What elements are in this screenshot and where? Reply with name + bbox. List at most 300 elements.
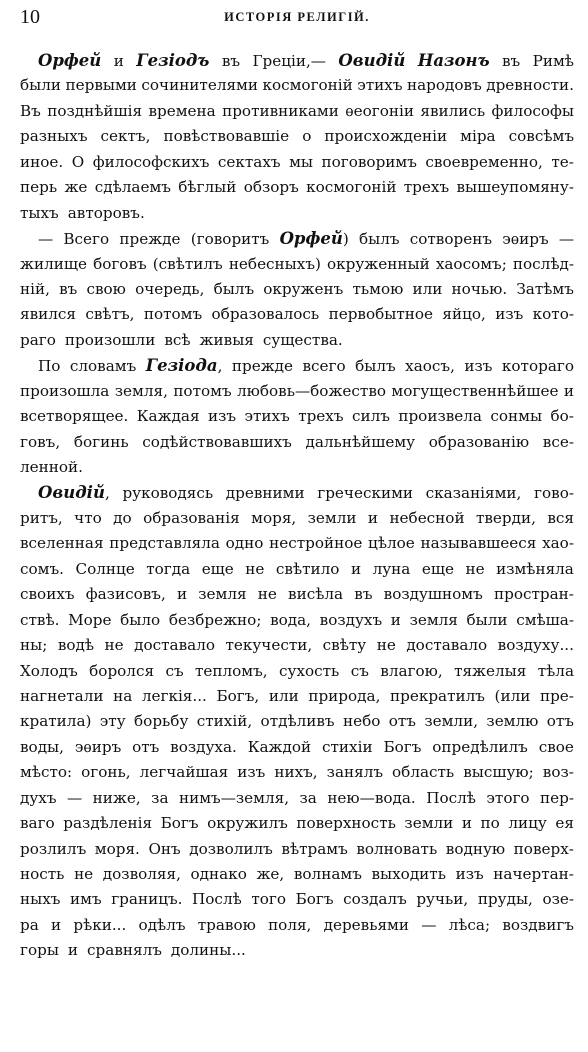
word: окруженъ xyxy=(263,279,344,298)
word: волнамъ xyxy=(293,865,362,883)
word: воздуху... xyxy=(497,636,574,655)
word: первобытное xyxy=(328,305,433,324)
word: землю xyxy=(486,712,539,731)
word: потомъ xyxy=(143,305,203,324)
word: земли xyxy=(404,814,454,833)
page-header xyxy=(20,4,574,36)
word: бѣглый xyxy=(178,178,237,197)
word: Послѣ xyxy=(426,788,476,807)
word: (говоритъ xyxy=(190,230,270,249)
word: цѣлое xyxy=(368,534,415,553)
word: существа. xyxy=(262,330,343,349)
word: свѣтило xyxy=(275,559,340,578)
text-line xyxy=(20,735,574,760)
text-line xyxy=(20,938,574,963)
word: были xyxy=(466,610,508,629)
word: вода, xyxy=(270,610,312,629)
word: Богъ xyxy=(160,814,199,833)
word: фазисовъ, xyxy=(85,585,166,604)
word: сектахъ xyxy=(217,152,281,171)
word: ритъ, xyxy=(20,508,63,527)
word: послѣд- xyxy=(512,254,574,273)
word: Богъ, xyxy=(216,686,260,705)
word: окруженный xyxy=(327,254,430,273)
word: не xyxy=(376,636,396,655)
word: сотворенъ xyxy=(409,230,492,249)
word: въ xyxy=(221,52,241,70)
word: дальнѣйшему xyxy=(305,432,416,451)
text-line xyxy=(20,175,574,200)
word: первыми xyxy=(65,76,137,95)
word: въ xyxy=(354,585,373,604)
word: потомъ xyxy=(173,381,232,400)
word: противниками xyxy=(222,101,339,120)
word: Овидій, xyxy=(38,483,110,503)
word: называвшееся xyxy=(420,534,537,553)
word: нестройное xyxy=(269,534,363,553)
word: область xyxy=(392,763,455,782)
word: не xyxy=(257,585,277,604)
word: свою xyxy=(86,279,126,298)
word: сомъ. xyxy=(20,559,64,578)
text-line xyxy=(20,48,574,73)
word: раго xyxy=(20,330,56,349)
word: любовь—божество xyxy=(237,381,387,400)
word: ленной. xyxy=(20,458,83,476)
word: доставало xyxy=(134,636,215,655)
word: Гезіода, xyxy=(145,356,223,376)
word: тяжелыя xyxy=(454,661,527,680)
word: былъ xyxy=(355,357,396,376)
word: боговъ xyxy=(93,254,147,273)
word: изъ xyxy=(237,763,266,782)
word: свое xyxy=(538,737,574,756)
paragraph xyxy=(20,226,574,353)
word: сонмы xyxy=(490,407,543,426)
word: древности. xyxy=(486,76,574,95)
word: въ xyxy=(501,52,521,70)
word: явился xyxy=(20,305,76,324)
word: Онъ xyxy=(148,839,181,858)
text-line xyxy=(20,353,574,378)
paragraph xyxy=(20,48,574,226)
word: мѣсто: xyxy=(20,763,73,782)
word: же xyxy=(64,178,88,197)
word: ваго xyxy=(20,814,55,833)
running-title: ИСТОРІЯ РЕЛИГІЙ. xyxy=(224,10,370,24)
word: все- xyxy=(542,432,574,451)
word: рѣки... xyxy=(73,915,127,934)
word: изъ xyxy=(455,865,484,883)
word: ній, xyxy=(20,279,50,298)
text-line xyxy=(20,887,574,912)
word: начертан- xyxy=(493,865,574,883)
word: легкія... xyxy=(141,686,207,705)
word: водѣ xyxy=(57,636,95,655)
word: озе- xyxy=(542,890,574,909)
word: — xyxy=(38,230,54,249)
word: и xyxy=(176,585,188,604)
word: вся xyxy=(547,508,574,527)
word: нагнетали xyxy=(20,686,104,705)
word: этихъ xyxy=(357,76,403,95)
word: дозволилъ xyxy=(189,839,273,858)
word: вселенная xyxy=(20,534,104,553)
word: нихъ, xyxy=(274,763,318,782)
word: за xyxy=(299,788,317,807)
word: Всего xyxy=(63,230,110,249)
word: тыхъ xyxy=(20,203,59,222)
word: и xyxy=(67,941,79,960)
word: земли, xyxy=(424,712,479,731)
word: эту xyxy=(99,712,126,731)
word: прекратилъ xyxy=(390,686,485,705)
text-line xyxy=(20,633,574,658)
word: представляла xyxy=(109,534,220,553)
word: розлилъ xyxy=(20,839,87,858)
word: всетворящее. xyxy=(20,407,129,426)
word: отъ xyxy=(132,737,160,756)
word: воз- xyxy=(542,763,574,782)
text-line xyxy=(20,786,574,811)
word: простран- xyxy=(493,585,574,604)
text-line xyxy=(20,582,574,607)
word: легчайшая xyxy=(139,763,229,782)
word: воздухъ xyxy=(319,610,383,629)
word: греческими xyxy=(317,484,414,503)
text-line xyxy=(20,480,574,505)
word: того xyxy=(251,890,286,909)
word: своевременно, xyxy=(425,152,543,171)
text-line xyxy=(20,455,574,480)
word: же, xyxy=(256,865,285,883)
text-line xyxy=(20,73,574,98)
word: раздѣленія xyxy=(63,814,153,833)
word: произошли xyxy=(64,330,156,349)
word: сравнялъ xyxy=(87,941,162,960)
text-line xyxy=(20,531,574,556)
text-line xyxy=(20,811,574,836)
word: вышеупомяну- xyxy=(456,178,574,197)
word: былъ xyxy=(359,230,400,249)
word: позднѣйшія xyxy=(47,101,143,120)
word: поговоримъ xyxy=(321,152,417,171)
word: лицу xyxy=(508,814,547,833)
word: словамъ xyxy=(69,357,137,376)
text-line xyxy=(20,379,574,404)
word: гово- xyxy=(534,484,574,503)
word: прежде xyxy=(231,357,294,376)
text-line xyxy=(20,252,574,277)
text-line xyxy=(20,506,574,531)
word: земля xyxy=(409,610,458,629)
word: ра xyxy=(20,915,39,934)
word: отъ xyxy=(546,712,574,731)
word: и xyxy=(350,559,362,578)
word: бо- xyxy=(550,407,574,426)
word: Орфей) xyxy=(279,229,349,249)
word: хаосъ, xyxy=(405,357,455,376)
text-line xyxy=(20,99,574,124)
text-line xyxy=(20,709,574,734)
word: ны; xyxy=(20,636,48,655)
word: одно xyxy=(225,534,264,553)
word: дозволяя, xyxy=(102,865,181,883)
word: — xyxy=(421,915,437,934)
word: волновать xyxy=(356,839,438,858)
word: ночью. xyxy=(451,279,508,298)
paragraph xyxy=(20,353,574,480)
word: или xyxy=(412,279,443,298)
word: повѣствовавшіе xyxy=(163,127,290,146)
word: и xyxy=(461,814,472,833)
word: ность xyxy=(20,865,65,883)
word: ныхъ xyxy=(20,890,61,909)
word: отдѣливъ xyxy=(260,712,335,731)
word: борьбу xyxy=(134,712,189,731)
paragraph xyxy=(20,480,574,963)
word: окружилъ xyxy=(207,814,288,833)
word: занялъ xyxy=(326,763,384,782)
word: Богъ xyxy=(383,737,422,756)
word: небесныхъ) xyxy=(228,254,321,273)
word: разныхъ xyxy=(20,127,88,146)
word: травою xyxy=(197,915,256,934)
word: тьмою xyxy=(352,279,404,298)
word: о xyxy=(302,127,312,146)
word: боролся xyxy=(89,661,155,680)
word: очередь, xyxy=(135,279,205,298)
word: былъ xyxy=(213,279,255,298)
word: эѳиръ xyxy=(502,230,549,249)
word: ниже, xyxy=(92,788,141,807)
word: моря, xyxy=(251,508,297,527)
word: земля xyxy=(198,585,247,604)
word: висѣла xyxy=(288,585,344,604)
word: По xyxy=(38,357,61,376)
text-line xyxy=(20,608,574,633)
word: обзоръ xyxy=(243,178,299,197)
word: перь xyxy=(20,178,58,197)
word: за xyxy=(151,788,169,807)
word: и xyxy=(390,610,401,629)
text-line xyxy=(20,150,574,175)
word: лѣса; xyxy=(448,915,491,934)
word: на xyxy=(113,686,133,705)
word: прежде xyxy=(119,230,181,249)
word: этого xyxy=(486,788,530,807)
word: воздушномъ xyxy=(383,585,483,604)
word: изъ xyxy=(208,407,237,426)
word: космогоній xyxy=(262,76,353,95)
word: ствѣ. xyxy=(20,610,60,629)
word: создалъ xyxy=(343,890,407,909)
word: всѣ xyxy=(164,330,191,349)
text-line xyxy=(20,684,574,709)
word: своихъ xyxy=(20,585,75,604)
word: вѣтрамъ xyxy=(281,839,348,858)
word: до xyxy=(113,508,132,527)
word: образовалось xyxy=(211,305,320,324)
word: отъ xyxy=(388,712,416,731)
word: высшую; xyxy=(463,763,534,782)
word: пре- xyxy=(539,686,574,705)
word: границъ. xyxy=(111,890,183,909)
word: Каждой xyxy=(247,737,312,756)
word: Море xyxy=(68,610,112,629)
word: ѳеогоніи xyxy=(345,101,414,120)
word: горы xyxy=(20,941,59,960)
word: Назонъ xyxy=(417,51,490,70)
word: космогоній xyxy=(306,178,397,197)
word: те- xyxy=(551,152,574,171)
text-line xyxy=(20,226,574,251)
word: Гезіодъ xyxy=(136,51,210,70)
word: тогда xyxy=(146,559,191,578)
word: авторовъ. xyxy=(67,203,145,222)
word: огонь, xyxy=(81,763,131,782)
word: образованія xyxy=(143,508,240,527)
word: произошла xyxy=(20,381,110,400)
word: духъ xyxy=(20,788,57,807)
word: земли xyxy=(307,508,357,527)
word: времена xyxy=(148,101,216,120)
word: не xyxy=(74,865,94,883)
word: жилище xyxy=(20,254,87,273)
word: пер- xyxy=(540,788,574,807)
word: было xyxy=(120,610,161,629)
word: и xyxy=(113,52,124,70)
word: кото- xyxy=(532,305,574,324)
word: одѣлъ xyxy=(138,915,186,934)
word: яйцо, xyxy=(442,305,486,324)
word: Солнце xyxy=(75,559,135,578)
word: еще xyxy=(201,559,234,578)
word: — xyxy=(66,788,83,807)
word: и xyxy=(563,381,574,400)
word: или xyxy=(268,686,299,705)
body-text xyxy=(20,48,574,964)
word: Богъ xyxy=(295,890,334,909)
word: опредѣлилъ xyxy=(432,737,528,756)
word: кратила) xyxy=(20,712,92,731)
word: живыя xyxy=(199,330,254,349)
word: хаосомъ; xyxy=(435,254,507,273)
word: изъ xyxy=(464,357,493,376)
word: хао- xyxy=(542,534,574,553)
word: выходить xyxy=(371,865,446,883)
text-line xyxy=(20,862,574,887)
word: земля, xyxy=(114,381,168,400)
word: не xyxy=(245,559,265,578)
word: моря. xyxy=(94,839,140,858)
word: сдѣлаемъ xyxy=(94,178,171,197)
word: (или xyxy=(494,686,531,705)
word: что xyxy=(74,508,102,527)
page-number: 10 xyxy=(20,6,40,28)
word: сектъ, xyxy=(100,127,151,146)
word: Затѣмъ xyxy=(516,279,574,298)
word: свѣтъ, xyxy=(85,305,135,324)
word: смѣша- xyxy=(516,610,574,629)
word: измѣняла xyxy=(496,559,574,578)
word: еще xyxy=(421,559,454,578)
word: природа, xyxy=(308,686,381,705)
word: образованію xyxy=(428,432,530,451)
word: воды, xyxy=(20,737,64,756)
word: нею—вода. xyxy=(327,788,416,807)
word: происхожденіи xyxy=(324,127,448,146)
text-line xyxy=(20,837,574,862)
word: однако xyxy=(190,865,247,883)
word: деревьями xyxy=(323,915,409,934)
word: долины... xyxy=(170,941,246,960)
word: ея xyxy=(555,814,574,833)
word: древними xyxy=(225,484,305,503)
word: тверди, xyxy=(475,508,536,527)
word: народовъ xyxy=(406,76,482,95)
word: всего xyxy=(302,357,346,376)
word: по xyxy=(480,814,500,833)
word: не xyxy=(465,559,485,578)
word: мы xyxy=(289,152,313,171)
word: — xyxy=(558,230,574,249)
word: поверхность xyxy=(296,814,396,833)
word: стихій, xyxy=(196,712,253,731)
text-line xyxy=(20,328,574,353)
word: небесной xyxy=(389,508,465,527)
word: котораго xyxy=(501,357,574,376)
word: руководясь xyxy=(122,484,214,503)
word: трехъ xyxy=(298,407,344,426)
word: нимъ—земля, xyxy=(178,788,290,807)
text-line xyxy=(20,404,574,429)
word: въ xyxy=(59,279,78,298)
word: этихъ xyxy=(244,407,290,426)
word: воздуха. xyxy=(170,737,237,756)
word: воздвигъ xyxy=(502,915,574,934)
word: съ xyxy=(350,661,369,680)
word: доставало xyxy=(406,636,488,655)
word: Орфей xyxy=(38,51,102,70)
word: съ xyxy=(165,661,184,680)
word: поверх- xyxy=(513,839,574,858)
text-line xyxy=(20,277,574,302)
word: безбрежно; xyxy=(168,610,262,629)
word: свѣту xyxy=(322,636,367,655)
text-line xyxy=(20,760,574,785)
word: сухость xyxy=(279,661,340,680)
word: Овидій xyxy=(338,51,406,70)
word: текучести, xyxy=(225,636,313,655)
word: могущественнѣйшее xyxy=(391,381,559,400)
word: философскихъ xyxy=(92,152,210,171)
word: содѣйствовавшихъ xyxy=(142,432,292,451)
text-line xyxy=(20,659,574,684)
word: О xyxy=(71,152,85,171)
text-line xyxy=(20,913,574,938)
word: Въ xyxy=(20,101,41,120)
word: влагою, xyxy=(380,661,443,680)
word: Греціи,— xyxy=(252,52,326,70)
word: сказаніями, xyxy=(425,484,522,503)
word: изъ xyxy=(495,305,524,324)
word: эѳиръ xyxy=(74,737,122,756)
word: Послѣ xyxy=(192,890,242,909)
word: имъ xyxy=(70,890,102,909)
word: иное. xyxy=(20,152,64,171)
text-line xyxy=(20,430,574,455)
